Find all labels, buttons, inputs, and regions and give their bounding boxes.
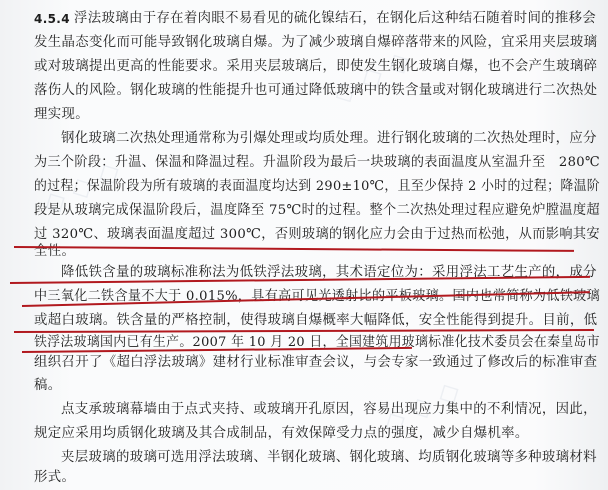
text-content: 规定应采用均质钢化玻璃及其合成制品，有效保障受力点的强度，减少自爆机率。 bbox=[34, 426, 529, 441]
text-content: 点支承玻璃幕墙由于点式夹持、或玻璃开孔原因，容易出现应力集中的不利情况，因此， bbox=[61, 402, 597, 417]
text-content: 钢化玻璃二次热处理通常称为引爆处理或均质处理。进行钢化玻璃的二次热处理时，应分 bbox=[61, 131, 597, 146]
text-content: 落伤人的风险。钢化玻璃的性能提升也可通过降低玻璃中的铁含量或对钢化玻璃进行二次热处 bbox=[34, 83, 598, 98]
section-number: 4.5.4 bbox=[34, 12, 70, 26]
text-content: 夹层玻璃的玻璃可选用浮法玻璃、半钢化玻璃、钢化玻璃、均质钢化玻璃等多种玻璃材料 bbox=[61, 450, 597, 465]
text-content: 稿。 bbox=[34, 378, 62, 393]
text-content: 全性。 bbox=[34, 244, 76, 259]
text-line bbox=[0, 285, 608, 309]
text-line bbox=[0, 151, 608, 175]
watermark: ◇ ◇ ◇ bbox=[377, 372, 466, 441]
text-line bbox=[0, 374, 608, 398]
text-content: 为三个阶段：升温、保温和降温过程。升温阶段为最后一块玻璃的表面温度从室温升至 280℃ bbox=[34, 155, 600, 170]
text-line bbox=[0, 55, 608, 79]
text-content: 或对玻璃提出更高的性能要求。采用夹层玻璃后，即使发生钢化玻璃自爆，也不会产生玻璃碎 bbox=[34, 59, 598, 74]
text-content: 形式。 bbox=[34, 470, 76, 485]
text-content: 或超白玻璃。铁含量的严格控制，使得玻璃自爆概率大幅降低，安全性能得到提升。目前，低 bbox=[34, 313, 598, 328]
text-content: 过 320℃、玻璃表面温度超过 300℃，否则玻璃的钢化应力会由于过热而松弛，从而影响其安 bbox=[34, 227, 600, 242]
text-content: 组织召开了《超白浮法玻璃》建材行业标准审查会议，与会专家一致通过了修改后的标准审查 bbox=[34, 355, 598, 370]
text-content: 发生晶态变化而可能导致钢化玻璃自爆。为了减少玻璃自爆碎落带来的风险，宜采用夹层玻璃 bbox=[34, 35, 598, 50]
text-line bbox=[0, 398, 608, 422]
text-content: 理实现。 bbox=[34, 107, 89, 122]
text-line bbox=[0, 175, 608, 199]
text-content: 段是从玻璃完成保温阶段后，温度降至 75℃时的过程。整个二次热处理过程应避免炉膛温度超 bbox=[34, 203, 600, 218]
text-line bbox=[0, 422, 608, 446]
watermark: ◇ ◇ ◇ bbox=[327, 42, 416, 111]
text-content: 中三氧化二铁含量不大于 0.015%，具有高可见光透射比的平板玻璃。国内也常简称为低铁玻璃 bbox=[34, 289, 600, 304]
text-line bbox=[0, 199, 608, 223]
text-line bbox=[0, 79, 608, 103]
text-line bbox=[0, 31, 608, 55]
text-content: 的过程；保温阶段为所有玻璃的表面温度均达到 290±10℃，且至少保持 2 小时的过程；降温阶 bbox=[34, 179, 601, 194]
text-line bbox=[0, 7, 608, 31]
text-content: 铁浮法玻璃国内已有生产。2007 年 10 月 20 日，全国建筑用玻璃标准化技术委员会在秦皇岛市 bbox=[34, 335, 600, 350]
text-line bbox=[0, 127, 608, 151]
text-line bbox=[0, 103, 608, 127]
text-line bbox=[0, 351, 608, 375]
text-line bbox=[0, 466, 608, 490]
text-content: 降低铁含量的玻璃标准称法为低铁浮法玻璃，其术语定位为：采用浮法工艺生产的，成分 bbox=[61, 265, 597, 280]
text-content: 浮法玻璃由于存在着肉眼不易看见的硫化镍结石，在钢化后这种结石随着时间的推移会 bbox=[74, 11, 597, 26]
watermark: ◇ ◇ ◇ bbox=[37, 152, 126, 221]
